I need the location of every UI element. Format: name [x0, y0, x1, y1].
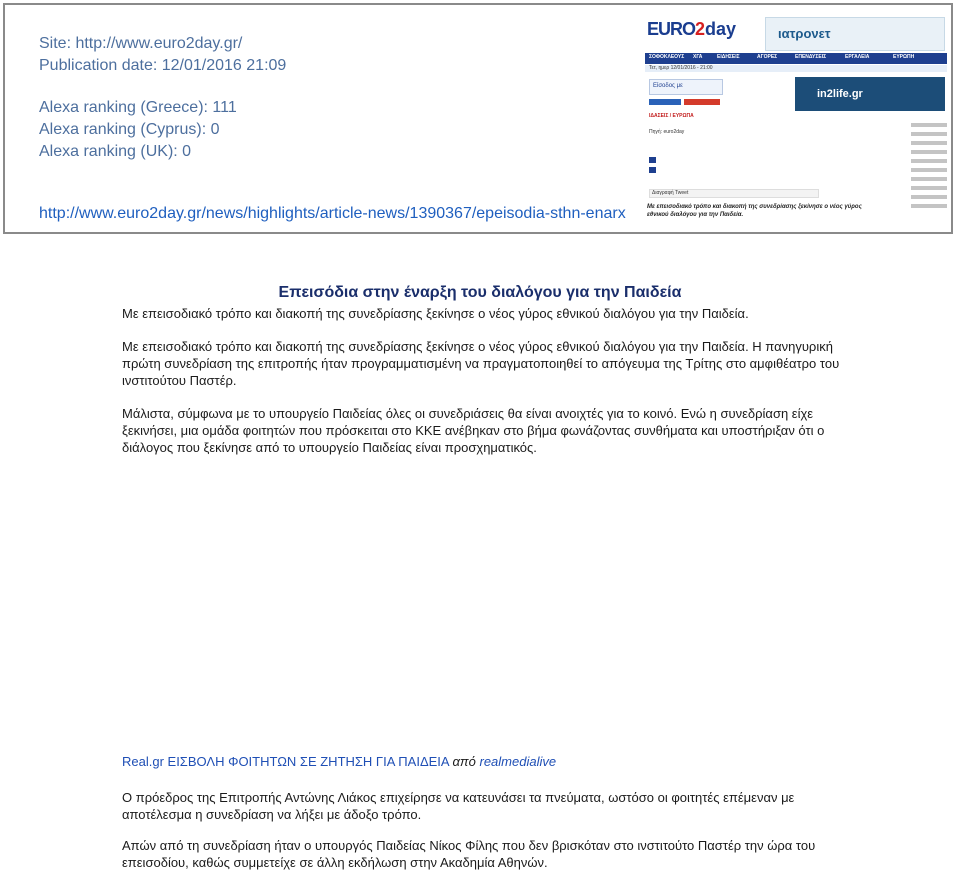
thumbnail-share-bar: Διαγραφή Tweet: [649, 189, 819, 198]
alexa-ranking-greece: Alexa ranking (Greece): 111: [39, 99, 237, 116]
thumbnail-bold-snippet: Με επεισοδιακό τρόπο και διακοπή της συνεδρίασης ξεκίνησε ο νέος γύρος εθνικού διαλόγου για την Παιδεία.: [647, 204, 862, 218]
article-paragraph-4: Ο πρόεδρος της Επιτροπής Αντώνης Λιάκος επιχείρησε να κατευνάσει τα πνεύματα, ωστόσο οι φοιτητές επέμεναν με αποτέλεσμα η συνεδρίαση να λήξει με άδοξο τρόπο.: [122, 790, 795, 822]
video-caption-from: από: [452, 754, 476, 769]
alexa-ranking-cyprus: Alexa ranking (Cyprus): 0: [39, 121, 220, 138]
source-info-box: [3, 3, 953, 234]
alexa-ranking-uk: Alexa ranking (UK): 0: [39, 143, 192, 160]
thumbnail-social-icons: [649, 157, 656, 177]
thumbnail-date-line: Τετ, ημερ 12/01/2016 - 21:00: [649, 65, 713, 71]
thumbnail-nav-bar: ΣΟΦΟΚΛΕΟΥΣ ΧΓΑ ΕΙΔΗΣΕΙΣ ΑΓΟΡΕΣ ΕΠΕΝΔΥΣΕΙΣ ΕΡΓΑΛΕΙΑ ΕΥΡΩΠΗ: [645, 53, 947, 64]
thumbnail-sidebar: [911, 123, 947, 223]
article-paragraph-5: Απών από τη συνεδρίαση ήταν ο υπουργός Παιδείας Νίκος Φίλης που δεν βρισκόταν στο ινστιτούτο Παστέρ την ώρα του επεισοδίου, καθώς συμμετείχε σε άλλη εκδήλωση στην Ακαδημία Αθηνών.: [122, 838, 816, 870]
article-paragraph-2: Με επεισοδιακό τρόπο και διακοπή της συνεδρίασης ξεκίνησε ο νέος γύρος εθνικού διαλόγου για την Παιδεία. Η πανηγυρική πρώτη συνεδρίαση της επιτροπής ήταν προγραμματισμένη να πραγματοποιηθεί το απόγευμα της Τρίτης στο αμφιθέατρο του ινστιτούτου Παστέρ.: [122, 339, 840, 388]
article-paragraph-3: Μάλιστα, σύμφωνα με το υπουργείο Παιδείας όλες οι συνεδριάσεις θα είναι ανοιχτές για το κοινό. Ενώ η συνεδρίαση είχε ξεκινήσει, μια ομάδα φοιτητών που πρόσκειται στο ΚΚΕ ανέβηκαν στο βήμα φωνάζοντας συνθήματα και υποστήριξαν ότι ο διάλογος που ξεκίνησε από το υπουργείο Παιδείας είναι προσχηματικός.: [122, 406, 825, 455]
thumbnail-source-line: Πηγή: euro2day: [649, 129, 685, 135]
article-screenshot-thumbnail: [645, 13, 947, 223]
iatronet-banner: ιατρoνετ: [765, 17, 945, 51]
video-caption: [122, 754, 556, 769]
article-lead-paragraph: Με επεισοδιακό τρόπο και διακοπή της συνεδρίασης ξεκίνησε ο νέος γύρος εθνικού διαλόγου για την Παιδεία.: [122, 306, 749, 321]
publication-date: Publication date: 12/01/2016 21:09: [39, 57, 287, 74]
in2life-banner: in2life.gr: [795, 77, 945, 111]
thumbnail-login-buttons: [649, 99, 723, 105]
site-label: Site: http://www.euro2day.gr/: [39, 35, 243, 52]
article-title: Επεισόδια στην έναρξη του διαλόγου για την Παιδεία: [278, 284, 682, 301]
video-caption-link[interactable]: Real.gr ΕΙΣΒΟΛΗ ΦΟΙΤΗΤΩΝ ΣΕ ΖΗΤΗΣΗ ΓΙΑ ΠΑΙΔΕΙΑ: [122, 754, 449, 769]
thumbnail-login-box: Είσοδος με: [649, 79, 723, 95]
video-caption-source-link[interactable]: realmedialive: [479, 754, 557, 769]
euro2day-logo: EURO2day: [647, 19, 737, 39]
thumbnail-section-label: ΙΔΑΣΕΙΣ / ΕΥΡΩΠΑ: [649, 113, 694, 119]
article-url-link[interactable]: http://www.euro2day.gr/news/highlights/article-news/1390367/epeisodia-sthn-enarx: [39, 205, 626, 222]
